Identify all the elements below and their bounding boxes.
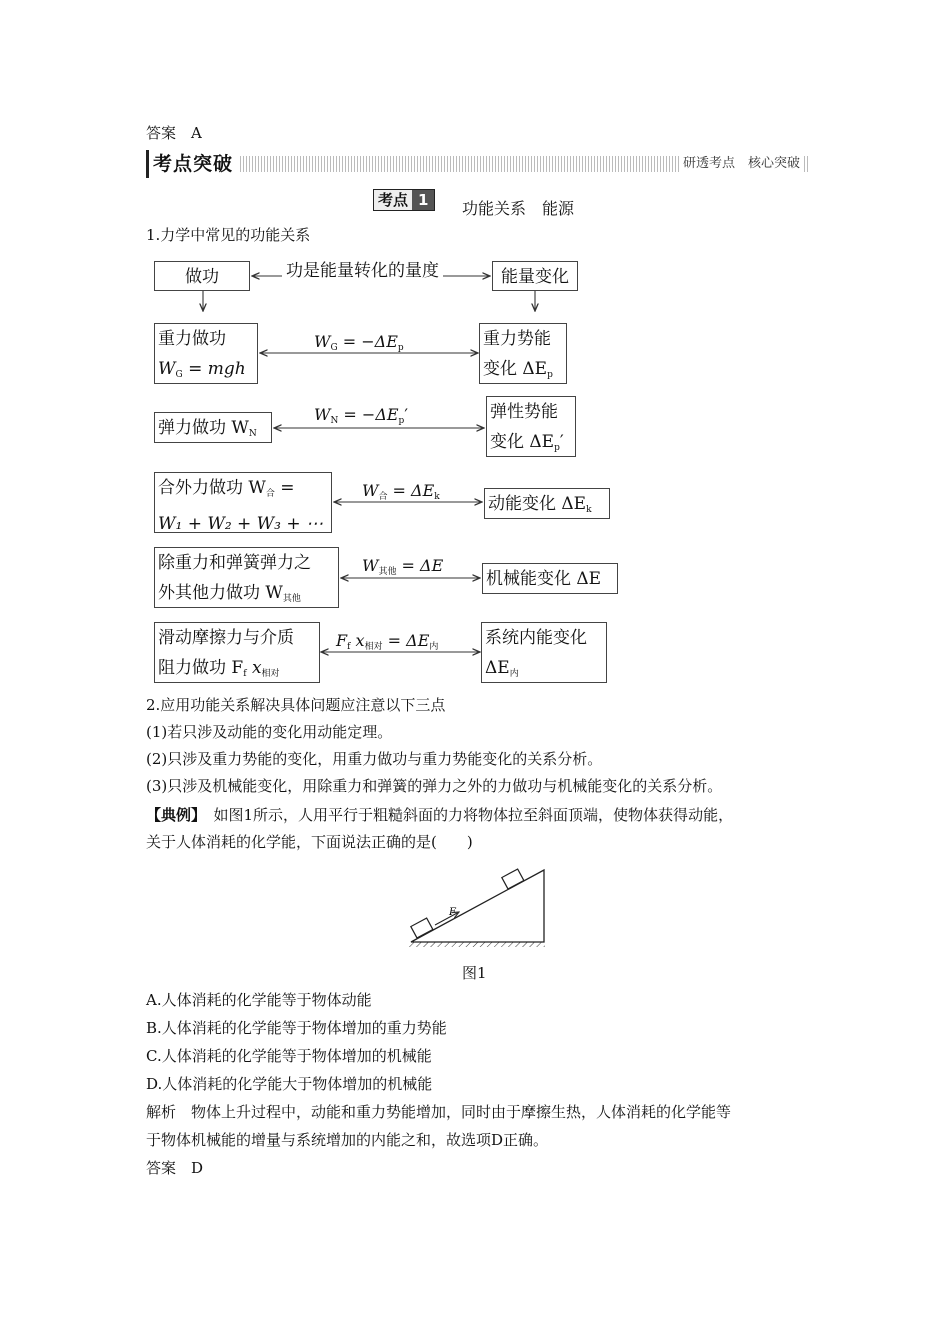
point-2: (2)只涉及重力势能的变化，用重力做功与重力势能变化的关系分析。 bbox=[146, 750, 603, 768]
option-b: B.人体消耗的化学能等于物体增加的重力势能 bbox=[146, 1019, 447, 1037]
option-c: C.人体消耗的化学能等于物体增加的机械能 bbox=[146, 1047, 432, 1065]
lower-block bbox=[411, 918, 433, 938]
analysis-line-2: 于物体机械能的增量与系统增加的内能之和，故选项D正确。 bbox=[146, 1131, 549, 1149]
option-d: D.人体消耗的化学能大于物体增加的机械能 bbox=[146, 1075, 433, 1093]
gravity-pe-label: 重力势能 bbox=[483, 329, 551, 349]
elastic-pe-label: 弹性势能 bbox=[490, 402, 558, 422]
box-gravity-pe-change bbox=[479, 323, 567, 384]
box-elastic-work: 弹力做功 $W_N$ bbox=[154, 412, 272, 443]
example-line-1: 【典例】 如图1所示，人用平行于粗糙斜面的力将物体拉至斜面顶端，使物体获得动能， bbox=[146, 806, 734, 824]
kaodian-tag-label: 考点 bbox=[374, 190, 412, 210]
box-gravity-work bbox=[154, 323, 258, 384]
box-elastic-pe-change bbox=[486, 396, 576, 457]
internal-energy-formula: $\Delta E_内$ bbox=[485, 658, 519, 679]
gravity-pe-formula: 变化 $\Delta E_p$ bbox=[483, 359, 553, 380]
box-mechanical-change: 机械能变化 ΔE bbox=[482, 563, 618, 594]
box-net-force-work bbox=[154, 472, 332, 533]
box-kinetic-change: 动能变化 $\Delta E_k$ bbox=[484, 488, 610, 519]
incline-figure bbox=[395, 862, 555, 954]
label-work-measure: 功是能量转化的量度 bbox=[282, 256, 443, 281]
formula-internal: $F_f$ $x_{相对} = \Delta E_内$ bbox=[336, 631, 439, 652]
net-work-sum: W₁ + W₂ + W₃ + ⋯ bbox=[158, 514, 324, 534]
box-other-force-work bbox=[154, 547, 339, 608]
friction-work-label-2: 阻力做功 $F_f$ $x_{相对}$ bbox=[158, 658, 280, 679]
net-work-label: 合外力做功 $W_合$ = bbox=[158, 478, 295, 499]
section-1-heading: 1.力学中常见的功能关系 bbox=[146, 226, 311, 244]
internal-energy-label: 系统内能变化 bbox=[485, 628, 587, 648]
kaodian-number: 1 bbox=[412, 190, 434, 210]
kaodian-title: 功能关系 能源 bbox=[462, 199, 575, 218]
force-label: F bbox=[449, 907, 456, 918]
elastic-pe-formula: 变化 $\Delta E_p'$ bbox=[490, 432, 564, 453]
section-right-label: 研透考点 核心突破 bbox=[680, 156, 803, 172]
gravity-work-formula: $W_G$ = mgh bbox=[158, 359, 246, 380]
upper-block bbox=[502, 869, 524, 889]
final-answer: 答案 D bbox=[146, 1159, 204, 1177]
point-1: (1)若只涉及动能的变化用动能定理。 bbox=[146, 723, 393, 741]
other-work-label-2: 外其他力做功 $W_{其他}$ bbox=[158, 583, 301, 604]
box-internal-energy-change bbox=[481, 622, 607, 683]
box-work: 做功 bbox=[154, 261, 250, 291]
option-a: A.人体消耗的化学能等于物体动能 bbox=[146, 991, 372, 1009]
friction-work-label-1: 滑动摩擦力与介质 bbox=[158, 628, 294, 648]
ground-hatch bbox=[409, 942, 545, 947]
example-line-2: 关于人体消耗的化学能，下面说法正确的是( ) bbox=[146, 833, 473, 851]
other-work-label-1: 除重力和弹簧弹力之 bbox=[158, 553, 311, 573]
section-2-heading: 2.应用功能关系解决具体问题应注意以下三点 bbox=[146, 696, 446, 714]
previous-answer: 答案 A bbox=[146, 124, 202, 142]
gravity-work-label: 重力做功 bbox=[158, 329, 226, 349]
figure-caption: 图1 bbox=[462, 964, 487, 982]
section-title: 考点突破 bbox=[146, 150, 243, 178]
formula-gravity: $W_G = -\Delta E_p$ bbox=[314, 332, 404, 353]
formula-mechanical: $W_{其他} = \Delta E$ bbox=[362, 556, 444, 577]
formula-kinetic: $W_合 = \Delta E_k$ bbox=[362, 481, 440, 502]
analysis-line-1: 解析 物体上升过程中，动能和重力势能增加，同时由于摩擦生热，人体消耗的化学能等 bbox=[146, 1103, 732, 1121]
formula-elastic: $W_N = -\Delta E_p'$ bbox=[314, 405, 408, 426]
box-energy-change: 能量变化 bbox=[492, 261, 578, 291]
example-tag: 【典例】 bbox=[146, 806, 199, 824]
point-3: (3)只涉及机械能变化，用除重力和弹簧的弹力之外的力做功与机械能变化的关系分析。 bbox=[146, 777, 723, 795]
box-friction-work bbox=[154, 622, 320, 683]
